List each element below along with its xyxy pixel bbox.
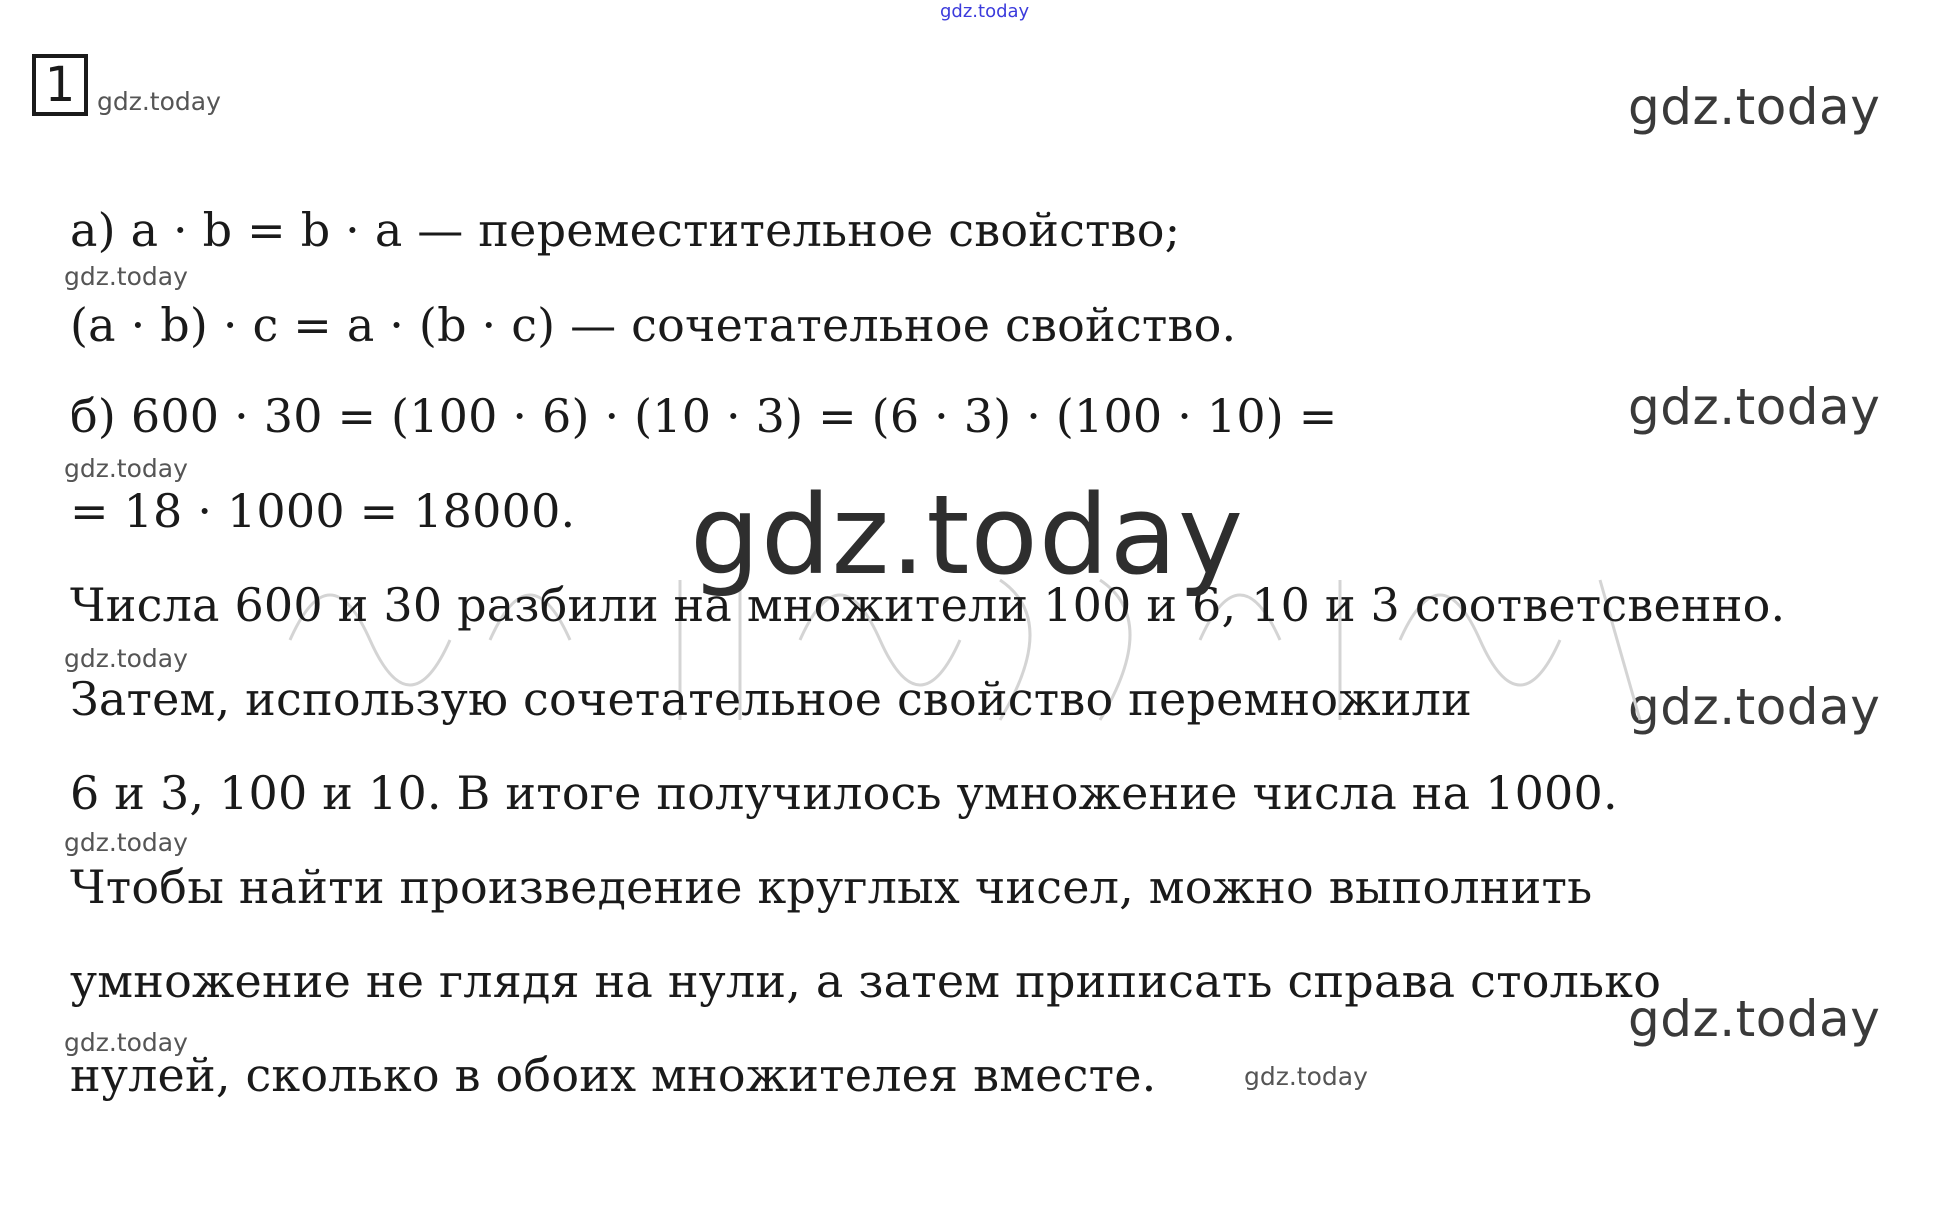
text-line-a: а) a · b = b · a — переместительное свойство; bbox=[70, 203, 1181, 257]
watermark-small: gdz.today bbox=[64, 1028, 188, 1057]
text-line-b2: = 18 · 1000 = 18000. bbox=[70, 484, 576, 538]
watermark-small: gdz.today bbox=[64, 828, 188, 857]
text-line-rule-2: умножение не глядя на нули, а затем приписать справа столько bbox=[70, 954, 1662, 1008]
watermark-small: gdz.today bbox=[97, 87, 221, 116]
text-line-a2: (a · b) · c = a · (b · c) — сочетательное свойство. bbox=[70, 298, 1237, 352]
task-number-box bbox=[32, 54, 88, 116]
watermark-large: gdz.today bbox=[1628, 378, 1881, 436]
text-line-rule-3: нулей, сколько в обоих множителея вместе. bbox=[70, 1048, 1157, 1102]
text-line-b: б) 600 · 30 = (100 · 6) · (10 · 3) = (6 · 3) · (100 · 10) = bbox=[70, 389, 1338, 443]
task-number: 1 bbox=[44, 57, 76, 113]
text-line-rule-1: Чтобы найти произведение круглых чисел, можно выполнить bbox=[70, 860, 1593, 914]
watermark-small: gdz.today bbox=[64, 262, 188, 291]
watermark-top: gdz.today bbox=[940, 1, 1030, 22]
watermark-small: gdz.today bbox=[1244, 1062, 1368, 1091]
text-line-explanation-2: Затем, использую сочетательное свойство перемножили bbox=[70, 672, 1472, 726]
watermark-large: gdz.today bbox=[1628, 78, 1881, 136]
text-line-explanation-1: Числа 600 и 30 разбили на множители 100 и 6, 10 и 3 соответсвенно. bbox=[70, 578, 1786, 632]
watermark-huge: gdz.today bbox=[690, 471, 1245, 599]
watermark-small: gdz.today bbox=[64, 644, 188, 673]
watermark-small: gdz.today bbox=[64, 454, 188, 483]
watermark-large: gdz.today bbox=[1628, 990, 1881, 1048]
watermark-large: gdz.today bbox=[1628, 678, 1881, 736]
text-line-explanation-3: 6 и 3, 100 и 10. В итоге получилось умножение числа на 1000. bbox=[70, 766, 1618, 820]
